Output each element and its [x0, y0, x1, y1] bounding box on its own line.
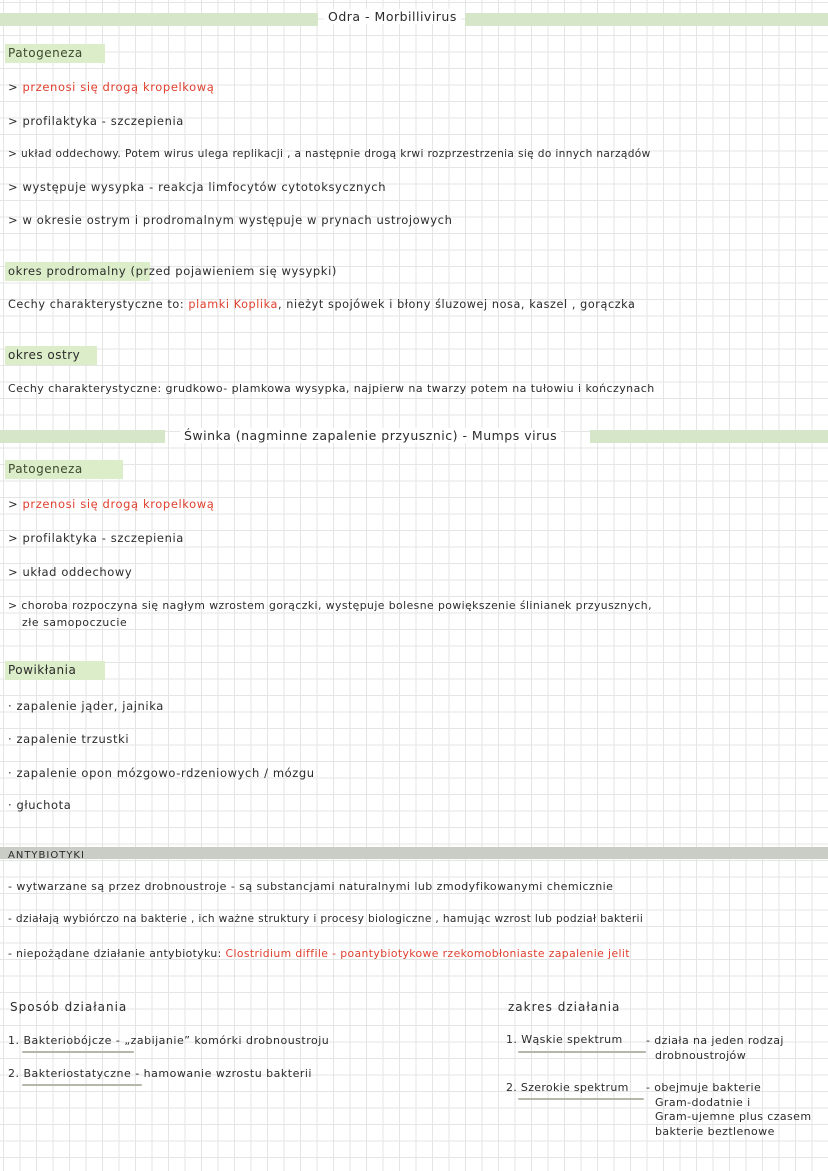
- bullet-arrow-icon: >: [8, 148, 18, 160]
- heading-acute: okres ostry: [8, 348, 81, 362]
- section-title-odra: Odra - Morbillivirus: [324, 9, 461, 24]
- term-bakteriobojcze: Bakteriobójcze: [23, 1034, 112, 1047]
- term-szerokie-spektrum: Szerokie spektrum: [520, 1081, 629, 1094]
- title-band-left: [0, 430, 165, 443]
- bullet-dash-icon: -: [8, 947, 13, 960]
- range-item: 2. Szerokie spektrum: [506, 1081, 629, 1094]
- list-item: > przenosi się drogą kropelkową: [8, 80, 215, 94]
- list-item: · głuchota: [8, 798, 72, 812]
- bullet-arrow-icon: >: [8, 599, 18, 612]
- heading-patogeneza: Patogeneza: [8, 46, 83, 60]
- heading-mechanism: Sposób działania: [10, 1000, 128, 1014]
- bullet-arrow-icon: >: [8, 531, 19, 545]
- list-item: > profilaktyka - szczepienia: [8, 531, 184, 545]
- section-title-antybiotyki: ANTYBIOTYKI: [8, 850, 85, 861]
- list-item: > występuje wysypka - reakcja limfocytów cytotoksycznych: [8, 180, 387, 194]
- prodromal-text: Cechy charakterystyczne to: plamki Koplika, nieżyt spojówek i błony śluzowej nosa, kaszel , gorączka: [8, 298, 636, 311]
- acute-text: Cechy charakterystyczne: grudkowo- plamkowa wysypka, najpierw na twarzy potem na tułowiu i kończynach: [8, 382, 655, 395]
- range-desc: - obejmuje bakterie Gram-dodatnie i Gram-ujemne plus czasem bakterie beztlenowe: [646, 1081, 812, 1138]
- list-item: · zapalenie opon mózgowo-rdzeniowych / mózgu: [8, 766, 315, 780]
- list-item: - działają wybiórczo na bakterie , ich ważne struktury i procesy biologiczne , hamując wzrost lub podział bakterii: [8, 913, 644, 925]
- term-waskie-spektrum: Wąskie spektrum: [521, 1033, 623, 1046]
- bullet-dash-icon: -: [8, 880, 13, 893]
- bullet-arrow-icon: >: [8, 114, 19, 128]
- term-bakteriostatyczne: Bakteriostatyczne: [23, 1067, 132, 1080]
- section-title-swinka: Świnka (nagminne zapalenie przyusznic) - Mumps virus: [180, 428, 561, 443]
- title-band-left: [0, 13, 318, 26]
- list-item: > układ oddechowy. Potem wirus ulega replikacji , a następnie drogą krwi rozprzestrzenia się do innych narządów: [8, 148, 651, 160]
- side-effect-highlight: Clostridium diffile - poantybiotykowe rzekomobłoniaste zapalenie jelit: [225, 947, 630, 960]
- title-band-right: [590, 430, 828, 443]
- list-item: - wytwarzane są przez drobnoustroje - są substancjami naturalnymi lub zmodyfikowanymi chemicznie: [8, 880, 614, 893]
- underline: [518, 1051, 646, 1053]
- list-item: - niepożądane działanie antybiotyku: Clostridium diffile - poantybiotykowe rzekomobłoniaste zapalenie jelit: [8, 947, 630, 960]
- koplik-spots: plamki Koplika: [188, 298, 278, 311]
- heading-patogeneza: Patogeneza: [8, 462, 83, 476]
- title-band-right: [465, 13, 828, 26]
- bullet-arrow-icon: >: [8, 180, 19, 194]
- underline: [22, 1051, 134, 1053]
- underline: [518, 1098, 644, 1100]
- underline: [22, 1084, 142, 1086]
- list-item: · zapalenie jąder, jajnika: [8, 699, 164, 713]
- list-item: · zapalenie trzustki: [8, 732, 130, 746]
- list-item: > przenosi się drogą kropelkową: [8, 497, 215, 511]
- title-band-gray: [0, 847, 828, 859]
- range-desc: - działa na jeden rodzaj drobnoustrojów: [646, 1034, 784, 1062]
- heading-note: (przed pojawieniem się wysypki): [130, 264, 337, 278]
- list-item: > profilaktyka - szczepienia: [8, 114, 184, 128]
- range-item: 1. Wąskie spektrum: [506, 1033, 623, 1046]
- list-item: > układ oddechowy: [8, 565, 133, 579]
- list-item-continuation: złe samopoczucie: [22, 616, 128, 629]
- heading-prodromal: okres prodromalny: [8, 264, 127, 278]
- heading-powiklania: Powikłania: [8, 663, 77, 677]
- bullet-dash-icon: -: [8, 913, 13, 925]
- bullet-arrow-icon: >: [8, 80, 19, 94]
- list-item: > choroba rozpoczyna się nagłym wzrostem gorączki, występuje bolesne powiększenie ślinianek przyusznych,: [8, 599, 652, 612]
- bullet-arrow-icon: >: [8, 213, 19, 227]
- prodromal-heading-row: [8, 264, 337, 278]
- list-item: > w okresie ostrym i prodromalnym występuje w prynach ustrojowych: [8, 213, 453, 227]
- mechanism-item: 2. Bakteriostatyczne - hamowanie wzrostu bakterii: [8, 1067, 312, 1080]
- bullet-arrow-icon: >: [8, 565, 19, 579]
- mechanism-item: 1. Bakteriobójcze - „zabijanie” komórki drobnoustroju: [8, 1034, 330, 1047]
- heading-range: zakres działania: [508, 1000, 621, 1014]
- bullet-arrow-icon: >: [8, 497, 19, 511]
